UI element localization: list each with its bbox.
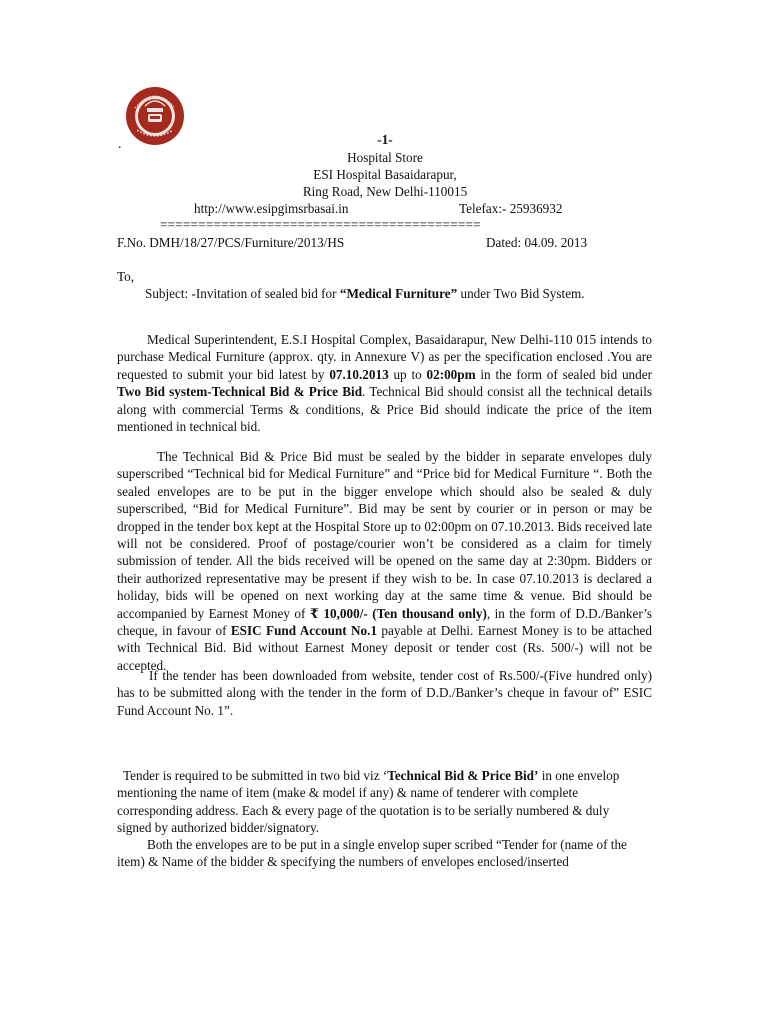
paragraph-single-envelope [117, 836, 642, 871]
separator-line: ========================================== [160, 217, 481, 232]
para4-text-1: Tender is required to be submitted in two bid viz ‘ [123, 768, 388, 783]
subject-suffix: under Two Bid System. [457, 286, 585, 301]
para1-text-3: in the form of sealed bid under [475, 366, 652, 382]
file-number: F.No. DMH/18/27/PCS/Furniture/2013/HS [117, 235, 345, 250]
para1-deadline-date: 07.10.2013 [329, 366, 389, 382]
para1-deadline-time: 02:00pm [426, 366, 476, 382]
paragraph-two-bid [117, 767, 622, 837]
paragraph-intro [117, 331, 652, 435]
date: Dated: 04.09. 2013 [486, 235, 588, 250]
paragraph-download-cost [117, 667, 652, 719]
para2-text-2: , in the form of D.D./Banker’s cheque, in favour of [117, 605, 652, 639]
salutation: To, [117, 269, 135, 284]
org-line-1: Hospital Store [347, 150, 423, 165]
subject-line [145, 285, 585, 302]
page-number: -1- [377, 132, 393, 147]
para1-bid-system: Two Bid system-Technical Bid & Price Bid [117, 384, 363, 400]
subject-prefix: Subject: -Invitation of sealed bid for [145, 286, 340, 301]
org-line-3: Ring Road, New Delhi-110015 [302, 184, 468, 199]
subject-item: “Medical Furniture” [339, 286, 458, 301]
para5-text: Both the envelopes are to be put in a single envelop super scribed “Tender for (name of the item) & Name of the bidder & specifying the numbers of envelopes enclosed/inserted [117, 837, 627, 870]
para4-bid-types: Technical Bid & Price Bid’ [387, 768, 539, 783]
para1-text-4: . Technical Bid should consist all the technical details along with commercial Terms & conditions, & Price Bid should indicate the price of the item mentioned in technical bid. [117, 384, 652, 435]
para2-text-1: The Technical Bid & Price Bid must be sealed by the bidder in separate envelopes duly superscribed “Technical bid for Medical Furniture” and “Price bid for Medical Furniture “. Both the sealed envelopes are to be put in the bigger envelope which should also be sealed & duly superscribed, “Bid for Medical Furniture”. Bid may be sent by courier or in person or may be dropped in the tender box kept at the Hospital Store up to 02:00pm on 07.10.2013. Bids received late will not be considered. Proof of postage/courier won’t be considered as a claim for timely submission of tender. All the bids received will be opened on the same day at 2:30pm. Bidders or their authorized representative may be present if they wish to be. In case 07.10.2013 is declared a holiday, bids will be opened on next working day at the same time & venue. Bid should be accompanied by Earnest Money of [117, 449, 652, 621]
para2-earnest-money: ₹ 10,000/- (Ten thousand only) [309, 605, 487, 621]
para2-text-3: payable at Delhi. Earnest Money is to be attached with Technical Bid. Bid without Earnest Money deposit or tender cost (Rs. 500/-) will not be accepted. [117, 623, 652, 673]
para4-text-2: in one envelop mentioning the name of item (make & model if any) & name of tenderer with complete corresponding address. Each & every page of the quotation is to be serially numbered & duly signed by authorized bidder/signatory. [117, 768, 620, 836]
paragraph-sealing-instructions [117, 448, 652, 674]
para3-text: If the tender has been downloaded from website, tender cost of Rs.500/-(Five hundred only) has to be submitted along with the tender in the form of D.D./Banker’s cheque in favour of” ESIC Fund Account No. 1”. [117, 668, 652, 718]
para1-text-1: Medical Superintendent, E.S.I Hospital Complex, Basaidarapur, New Delhi-110 015 intends to purchase Medical Furniture (approx. qty. in Annexure V) as per the specification enclosed .You are requested to submit your bid latest by [117, 332, 652, 382]
bullet-mark: . [118, 137, 122, 152]
org-line-2: ESI Hospital Basaidarapur, [313, 167, 457, 182]
para2-fund-account: ESIC Fund Account No.1 [230, 623, 378, 639]
telefax: Telefax:- 25936932 [459, 201, 563, 216]
website-link[interactable]: http://www.esipgimsrbasai.in [194, 201, 349, 216]
para1-text-2: up to [388, 366, 427, 382]
